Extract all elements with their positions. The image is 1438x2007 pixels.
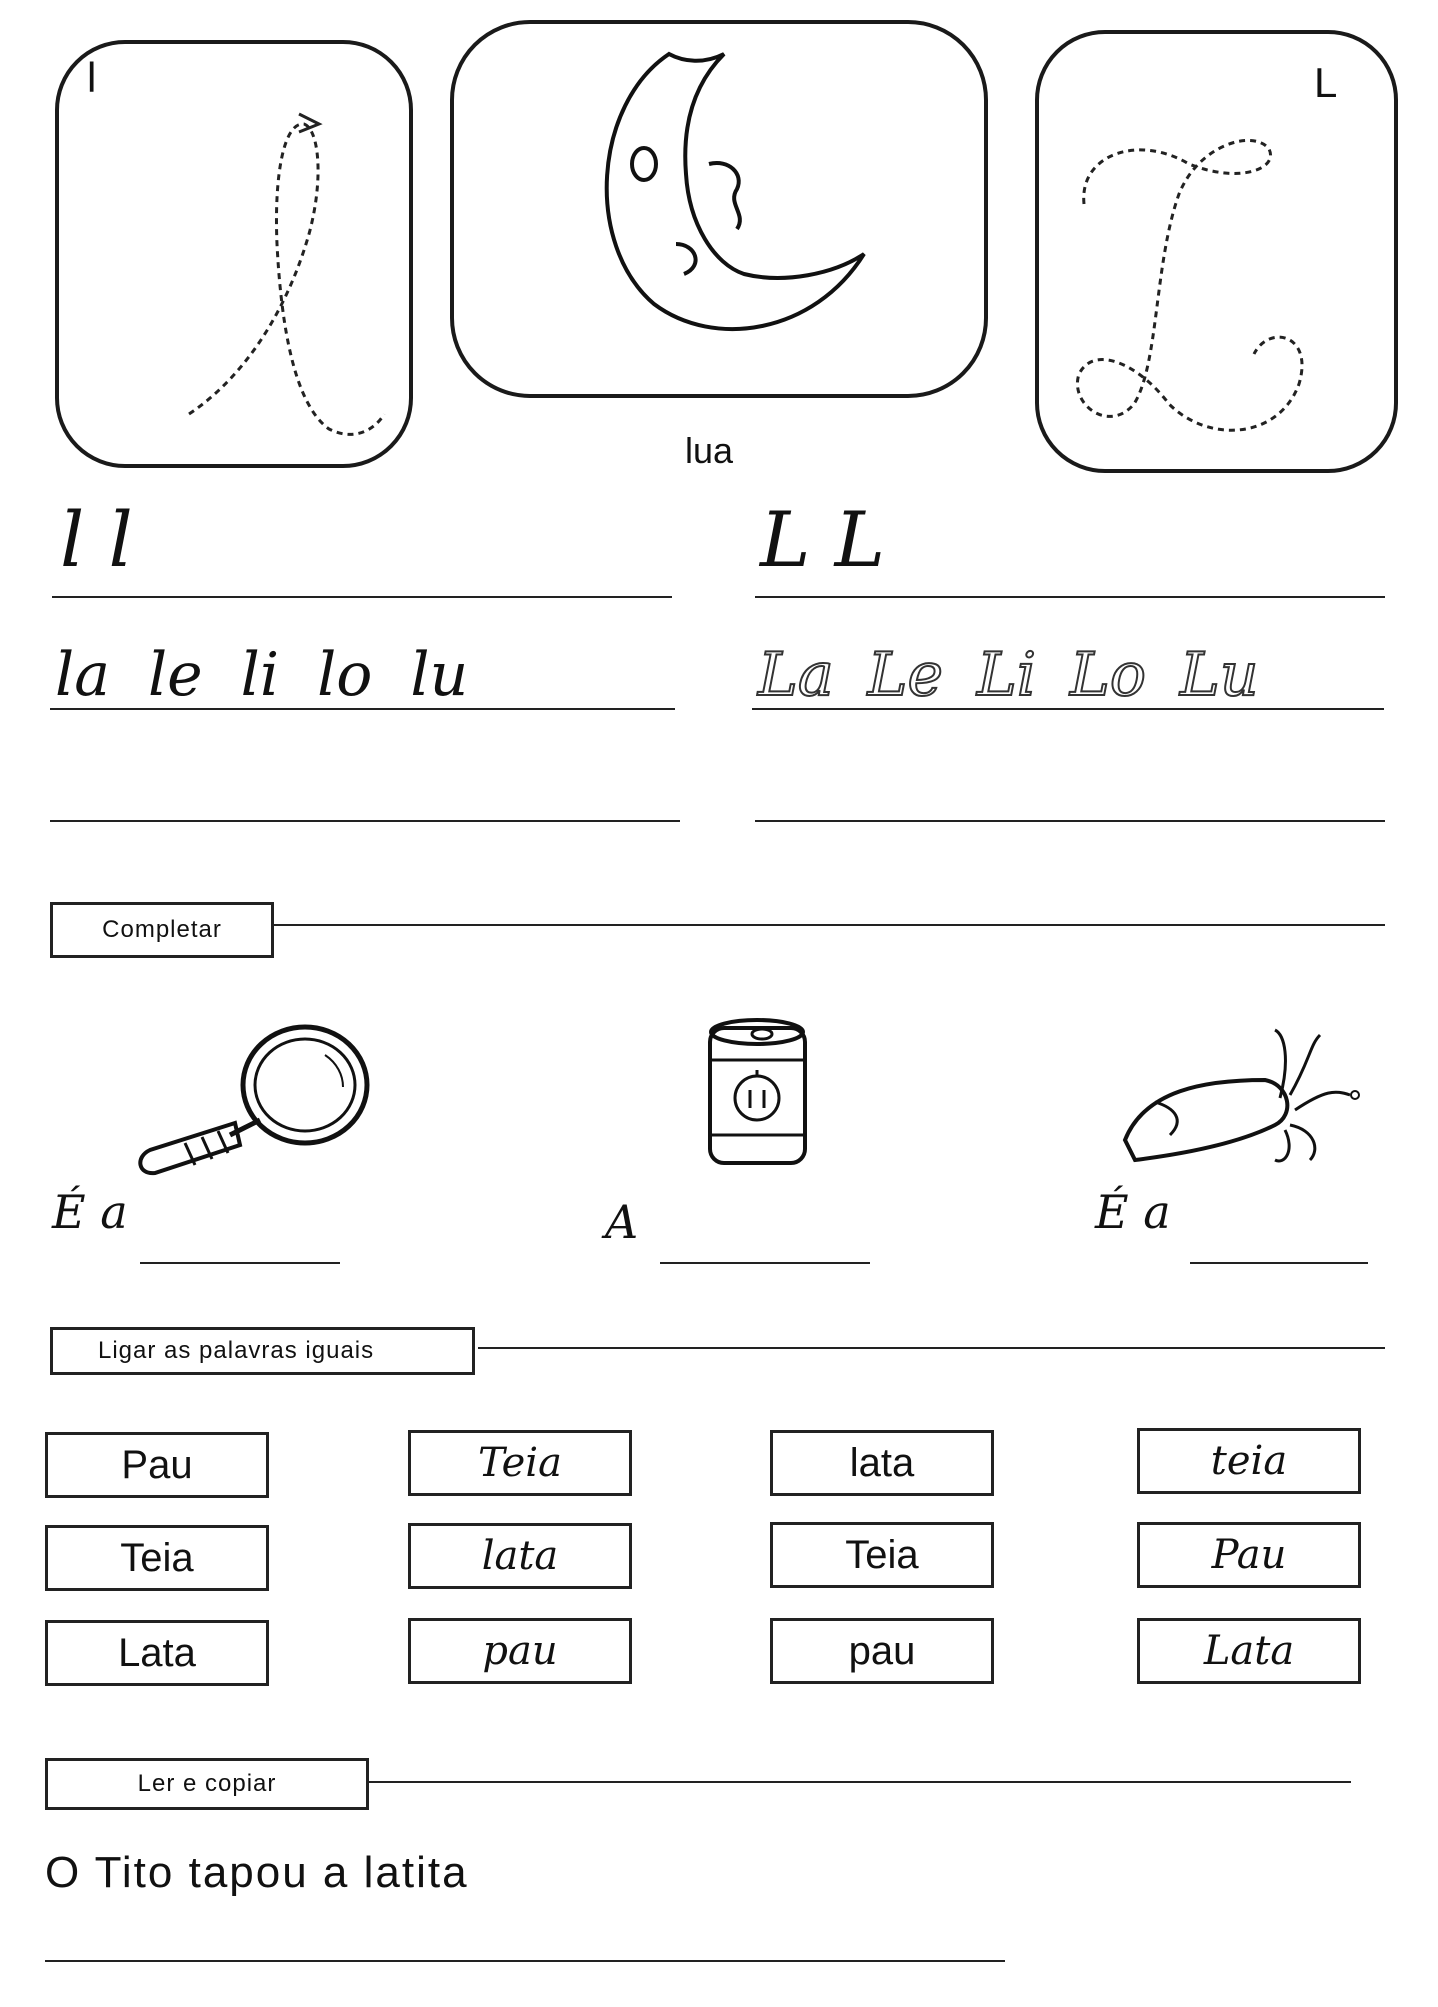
moon-caption: lua bbox=[685, 430, 734, 471]
section-rule bbox=[272, 924, 1385, 926]
blank-writing-line[interactable] bbox=[755, 820, 1385, 822]
syllable: li bbox=[240, 640, 280, 710]
match-word-box[interactable]: Lata bbox=[1137, 1618, 1361, 1684]
answer-blank[interactable] bbox=[140, 1262, 340, 1264]
syllable: le bbox=[147, 640, 203, 710]
complete-prompt: É a bbox=[1095, 1185, 1171, 1239]
syllable: Li bbox=[976, 640, 1037, 710]
syllable: la bbox=[55, 640, 110, 710]
match-word-box[interactable]: lata bbox=[408, 1523, 632, 1589]
uppercase-syllables bbox=[758, 615, 1388, 710]
syllable: Le bbox=[867, 640, 943, 710]
can-icon bbox=[700, 1010, 820, 1175]
complete-prompt: É a bbox=[52, 1185, 128, 1239]
moon-card bbox=[450, 20, 988, 398]
section-rule bbox=[366, 1781, 1351, 1783]
writing-line bbox=[50, 708, 675, 710]
writing-line bbox=[752, 708, 1384, 710]
syllable: lo bbox=[317, 640, 373, 710]
match-word-box[interactable]: Teia bbox=[45, 1525, 269, 1591]
syllable: Lo bbox=[1070, 640, 1146, 710]
moon-icon bbox=[454, 24, 984, 394]
match-word-box[interactable]: Teia bbox=[408, 1430, 632, 1496]
match-word-box[interactable]: Pau bbox=[45, 1432, 269, 1498]
match-word-box[interactable]: teia bbox=[1137, 1428, 1361, 1494]
card-corner-label: L bbox=[1314, 59, 1338, 106]
writing-line bbox=[52, 596, 672, 598]
writing-line bbox=[755, 596, 1385, 598]
lowercase-syllables bbox=[55, 615, 675, 710]
letter-capital-l-card bbox=[1035, 30, 1398, 473]
match-word-box[interactable]: Lata bbox=[45, 1620, 269, 1686]
syllable: Lu bbox=[1180, 640, 1259, 710]
uppercase-l-pair: L L bbox=[760, 495, 886, 584]
copy-line[interactable] bbox=[45, 1960, 1005, 1962]
dotted-cursive-capital-l-icon bbox=[1039, 34, 1394, 469]
section-label-read-copy: Ler e copiar bbox=[45, 1758, 369, 1810]
match-word-box[interactable]: Pau bbox=[1137, 1522, 1361, 1588]
match-word-box[interactable]: pau bbox=[770, 1618, 994, 1684]
section-label-complete: Completar bbox=[50, 902, 274, 958]
letter-l-card bbox=[55, 40, 413, 468]
answer-blank[interactable] bbox=[660, 1262, 870, 1264]
copy-sentence: O Tito tapou a latita bbox=[45, 1848, 469, 1897]
complete-prompt: A bbox=[605, 1195, 639, 1249]
section-label-match: Ligar as palavras iguais bbox=[50, 1327, 475, 1375]
lowercase-l-pair: l l bbox=[60, 495, 133, 584]
match-word-box[interactable]: lata bbox=[770, 1430, 994, 1496]
match-word-box[interactable]: Teia bbox=[770, 1522, 994, 1588]
syllable: lu bbox=[410, 640, 469, 710]
card-corner-label: l bbox=[87, 54, 97, 101]
squid-icon bbox=[1115, 1020, 1365, 1170]
answer-blank[interactable] bbox=[1190, 1262, 1368, 1264]
magnifying-glass-icon bbox=[130, 1015, 380, 1175]
syllable: La bbox=[758, 640, 834, 710]
section-rule bbox=[478, 1347, 1385, 1349]
match-word-box[interactable]: pau bbox=[408, 1618, 632, 1684]
blank-writing-line[interactable] bbox=[50, 820, 680, 822]
dotted-cursive-l-icon bbox=[59, 44, 409, 464]
